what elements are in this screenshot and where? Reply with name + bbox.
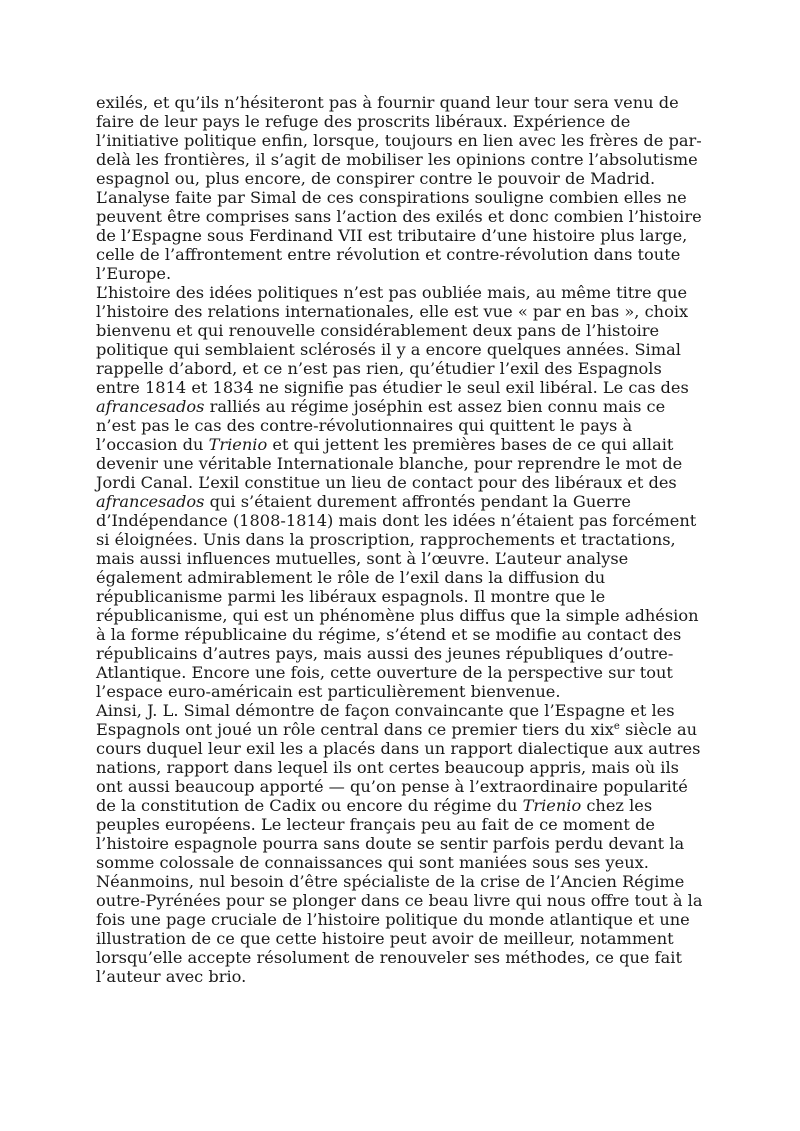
text-line	[96, 606, 708, 625]
text-segment: l’occasion du	[96, 435, 209, 454]
text-segment: l’initiative politique enfin, lorsque, toujours en lien avec les frères de par-	[96, 131, 702, 150]
text-segment: l’espace euro-américain est particulièrement bienvenue.	[96, 682, 561, 701]
text-segment: delà les frontières, il s’agit de mobiliser les opinions contre l’absolutisme	[96, 150, 698, 169]
text-line	[96, 131, 708, 150]
text-segment: républicains d’autres pays, mais aussi des jeunes républiques d’outre-	[96, 644, 674, 663]
text-segment: devenir une véritable Internationale blanche, pour reprendre le mot de	[96, 454, 683, 473]
text-line	[96, 511, 708, 530]
text-segment: entre 1814 et 1834 ne signifie pas étudier le seul exil libéral. Le cas des	[96, 378, 689, 397]
text-line	[96, 644, 708, 663]
text-line	[96, 454, 708, 473]
text-line	[96, 682, 708, 701]
text-line	[96, 378, 708, 397]
text-segment: ont aussi beaucoup apporté — qu’on pense à l’extraordinaire popularité	[96, 777, 688, 796]
text-line	[96, 302, 708, 321]
text-segment: exilés, et qu’ils n’hésiteront pas à fournir quand leur tour sera venu de	[96, 93, 679, 112]
text-segment: cours duquel leur exil les a placés dans un rapport dialectique aux autres	[96, 739, 701, 758]
text-line	[96, 587, 708, 606]
text-line	[96, 739, 708, 758]
text-segment: Atlantique. Encore une fois, cette ouverture de la perspective sur tout	[96, 663, 673, 682]
text-segment: de la constitution de Cadix ou encore du régime du	[96, 796, 523, 815]
text-segment: espagnol ou, plus encore, de conspirer contre le pouvoir de Madrid.	[96, 169, 656, 188]
text-line	[96, 264, 708, 283]
text-segment: rappelle d’abord, et ce n’est pas rien, qu’étudier l’exil des Espagnols	[96, 359, 662, 378]
text-line	[96, 397, 708, 416]
text-segment: celle de l’affrontement entre révolution et contre-révolution dans toute	[96, 245, 681, 264]
text-segment: l’histoire espagnole pourra sans doute se sentir parfois perdu devant la	[96, 834, 685, 853]
text-line	[96, 492, 708, 511]
text-line	[96, 758, 708, 777]
text-line	[96, 625, 708, 644]
text-segment: nations, rapport dans lequel ils ont certes beaucoup appris, mais où ils	[96, 758, 679, 777]
text-line	[96, 530, 708, 549]
text-segment: mais aussi influences mutuelles, sont à l’œuvre. L’auteur analyse	[96, 549, 629, 568]
text-segment: l’auteur avec brio.	[96, 967, 247, 986]
text-segment: d’Indépendance (1808-1814) mais dont les idées n’étaient pas forcément	[96, 511, 697, 530]
text-segment: lorsqu’elle accepte résolument de renouveler ses méthodes, ce que fait	[96, 948, 682, 967]
text-segment: fois une page cruciale de l’histoire politique du monde atlantique et une	[96, 910, 690, 929]
text-line	[96, 948, 708, 967]
text-segment: de l’Espagne sous Ferdinand VII est tributaire d’une histoire plus large,	[96, 226, 688, 245]
italic-term: Trienio	[522, 796, 582, 815]
text-line	[96, 549, 708, 568]
text-segment: Espagnols ont joué un rôle central dans ce premier tiers du xix	[96, 720, 614, 739]
text-line	[96, 473, 708, 492]
text-segment: et qui jettent les premières bases de ce qui allait	[267, 435, 674, 454]
text-segment: somme colossale de connaissances qui sont maniées sous ses yeux.	[96, 853, 649, 872]
text-segment: l’histoire des relations internationales, elle est vue « par en bas », choix	[96, 302, 689, 321]
text-line	[96, 568, 708, 587]
text-line	[96, 872, 708, 891]
text-segment: chez les	[581, 796, 653, 815]
text-segment: l’Europe.	[96, 264, 172, 283]
text-segment: qui s’étaient durement affrontés pendant la Guerre	[204, 492, 631, 511]
text-line	[96, 245, 708, 264]
text-line	[96, 169, 708, 188]
italic-term: afrancesados	[96, 397, 205, 416]
text-line	[96, 188, 708, 207]
text-segment: également admirablement le rôle de l’exil dans la diffusion du	[96, 568, 606, 587]
text-segment: républicanisme, qui est un phénomène plus diffus que la simple adhésion	[96, 606, 699, 625]
text-segment: illustration de ce que cette histoire peut avoir de meilleur, notamment	[96, 929, 674, 948]
text-segment: L’analyse faite par Simal de ces conspirations souligne combien elles ne	[96, 188, 687, 207]
text-line	[96, 93, 708, 112]
text-line	[96, 207, 708, 226]
text-line	[96, 416, 708, 435]
text-segment: bienvenu et qui renouvelle considérablement deux pans de l’histoire	[96, 321, 660, 340]
superscript: e	[613, 721, 620, 732]
text-segment: Néanmoins, nul besoin d’être spécialiste de la crise de l’Ancien Régime	[96, 872, 685, 891]
text-segment: L’histoire des idées politiques n’est pas oubliée mais, au même titre que	[96, 283, 688, 302]
text-line	[96, 150, 708, 169]
text-segment: ralliés au régime joséphin est assez bien connu mais ce	[204, 397, 666, 416]
text-line	[96, 834, 708, 853]
text-line	[96, 359, 708, 378]
text-line	[96, 910, 708, 929]
review-text-body	[96, 93, 708, 986]
text-segment: peuples européens. Le lecteur français peu au fait de ce moment de	[96, 815, 655, 834]
text-line	[96, 720, 708, 739]
text-line	[96, 701, 708, 720]
italic-term: Trienio	[208, 435, 268, 454]
text-line	[96, 815, 708, 834]
italic-term: afrancesados	[96, 492, 205, 511]
text-line	[96, 777, 708, 796]
text-segment: politique qui semblaient sclérosés il y a encore quelques années. Simal	[96, 340, 681, 359]
text-segment: Jordi Canal. L’exil constitue un lieu de contact pour des libéraux et des	[96, 473, 677, 492]
paragraph	[96, 93, 708, 283]
text-line	[96, 891, 708, 910]
text-segment: Ainsi, J. L. Simal démontre de façon convaincante que l’Espagne et les	[96, 701, 675, 720]
text-segment: à la forme républicaine du régime, s’étend et se modifie au contact des	[96, 625, 682, 644]
text-segment: outre-Pyrénées pour se plonger dans ce beau livre qui nous offre tout à la	[96, 891, 703, 910]
text-segment: faire de leur pays le refuge des proscrits libéraux. Expérience de	[96, 112, 631, 131]
text-segment: républicanisme parmi les libéraux espagnols. Il montre que le	[96, 587, 606, 606]
text-line	[96, 226, 708, 245]
text-segment: si éloignées. Unis dans la proscription, rapprochements et tractations,	[96, 530, 676, 549]
text-line	[96, 967, 708, 986]
text-line	[96, 340, 708, 359]
text-segment: siècle au	[619, 720, 698, 739]
text-line	[96, 283, 708, 302]
text-line	[96, 321, 708, 340]
text-line	[96, 663, 708, 682]
text-line	[96, 112, 708, 131]
paragraph	[96, 701, 708, 986]
paragraph	[96, 283, 708, 701]
text-segment: n’est pas le cas des contre-révolutionnaires qui quittent le pays à	[96, 416, 633, 435]
text-line	[96, 435, 708, 454]
text-line	[96, 853, 708, 872]
text-line	[96, 929, 708, 948]
text-line	[96, 796, 708, 815]
text-segment: peuvent être comprises sans l’action des exilés et donc combien l’histoire	[96, 207, 702, 226]
